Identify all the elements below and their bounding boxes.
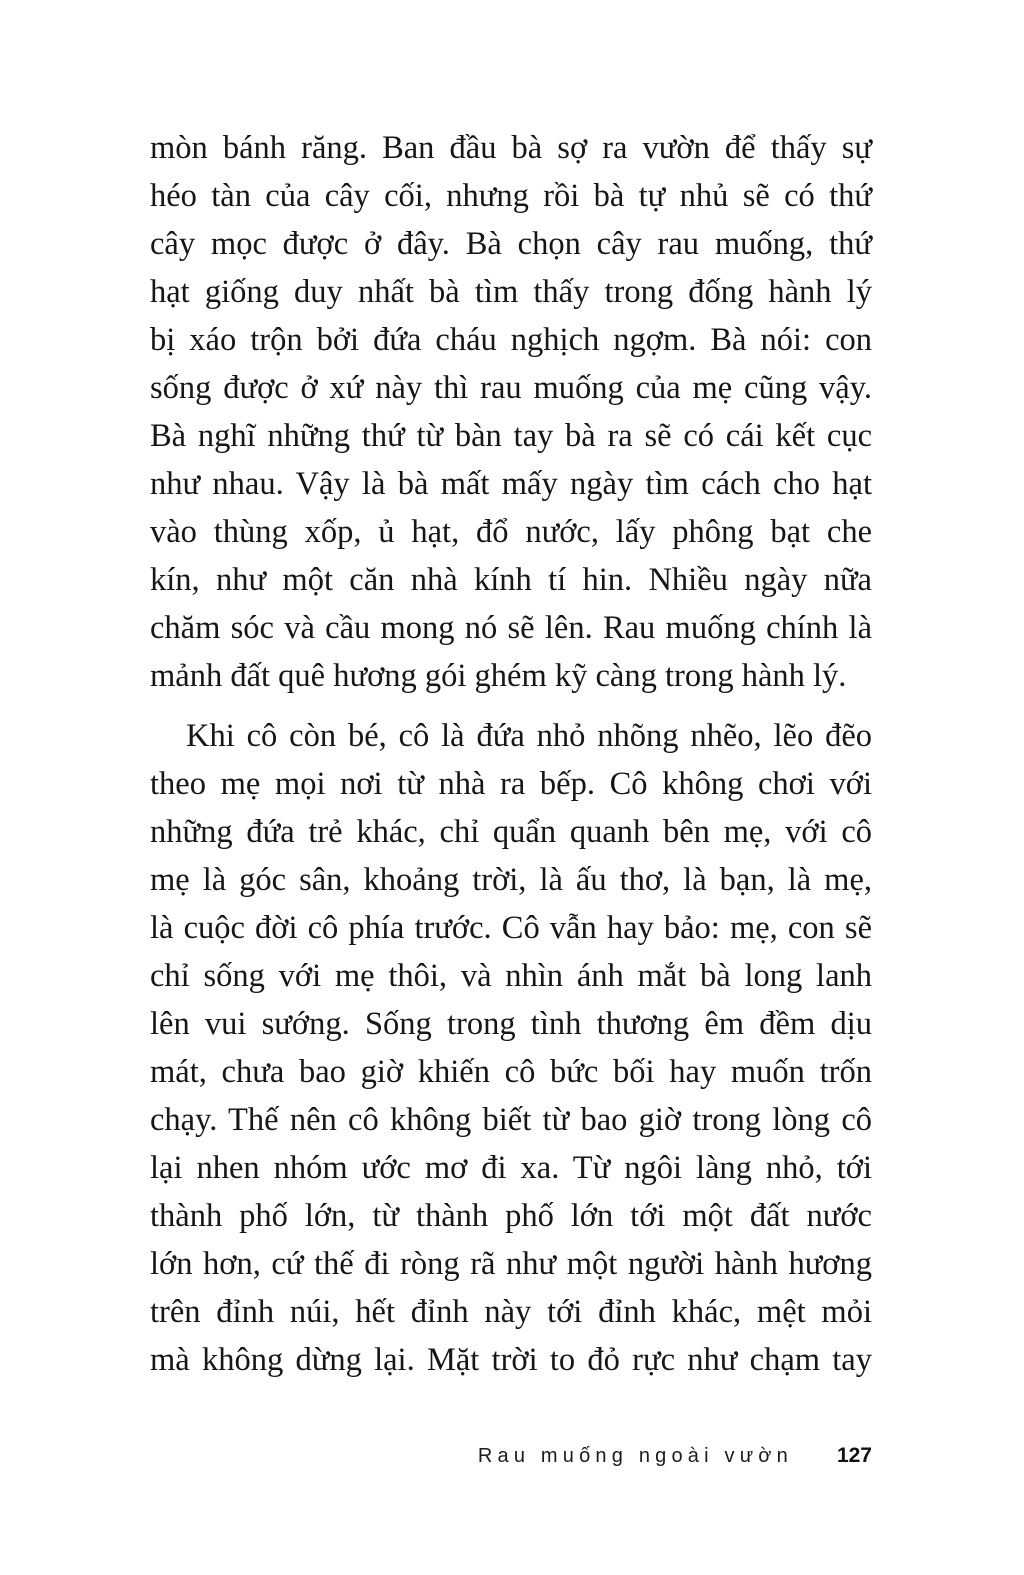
running-title: Rau muống ngoài vườn [477,1445,793,1467]
text-line: những đứa trẻ khác, chỉ quẩn quanh bên mẹ, với cô [150,814,872,850]
text-line: là cuộc đời cô phía trước. Cô vẫn hay bảo: mẹ, con sẽ [150,910,872,946]
text-line: chạy. Thế nên cô không biết từ bao giờ trong lòng cô [150,1102,872,1138]
text-line: trên đỉnh núi, hết đỉnh này tới đỉnh khác, mệt mỏi [150,1294,872,1330]
text-line: mòn bánh răng. Ban đầu bà sợ ra vườn để thấy sự [150,130,872,166]
text-line: hạt giống duy nhất bà tìm thấy trong đống hành lý [150,274,872,310]
text-line: mát, chưa bao giờ khiến cô bức bối hay muốn trốn [150,1054,872,1090]
text-line: mà không dừng lại. Mặt trời to đỏ rực như chạm tay [150,1342,872,1378]
text-line: lại nhen nhóm ước mơ đi xa. Từ ngôi làng nhỏ, tới [150,1150,872,1186]
paragraph [150,712,872,1384]
text-line: mẹ là góc sân, khoảng trời, là ấu thơ, là bạn, là mẹ, [150,862,872,898]
text-line: vào thùng xốp, ủ hạt, đổ nước, lấy phông bạt che [150,514,872,550]
text-line: sống được ở xứ này thì rau muống của mẹ cũng vậy. [150,370,872,406]
page-footer [150,1444,872,1474]
text-line: kín, như một căn nhà kính tí hin. Nhiều ngày nữa [150,562,872,598]
paragraph [150,124,872,700]
text-line: bị xáo trộn bởi đứa cháu nghịch ngợm. Bà nói: con [150,322,872,358]
text-line: như nhau. Vậy là bà mất mấy ngày tìm cách cho hạt [150,466,872,502]
text-line: lớn hơn, cứ thế đi ròng rã như một người hành hương [150,1246,872,1282]
text-line: chỉ sống với mẹ thôi, và nhìn ánh mắt bà long lanh [150,958,872,994]
text-line: Khi cô còn bé, cô là đứa nhỏ nhõng nhẽo, lẽo đẽo [186,718,872,754]
text-line: héo tàn của cây cối, nhưng rồi bà tự nhủ sẽ có thứ [150,178,872,214]
text-line: thành phố lớn, từ thành phố lớn tới một đất nước [150,1198,872,1234]
text-line: cây mọc được ở đây. Bà chọn cây rau muống, thứ [150,226,872,262]
page-number: 127 [836,1444,872,1467]
body-text [150,124,872,1384]
text-line: theo mẹ mọi nơi từ nhà ra bếp. Cô không chơi với [150,766,872,802]
text-line: mảnh đất quê hương gói ghém kỹ càng trong hành lý. [150,658,847,694]
text-line: Bà nghĩ những thứ từ bàn tay bà ra sẽ có cái kết cục [150,418,872,454]
text-line: chăm sóc và cầu mong nó sẽ lên. Rau muống chính là [150,610,872,646]
text-line: lên vui sướng. Sống trong tình thương êm đềm dịu [150,1006,872,1042]
